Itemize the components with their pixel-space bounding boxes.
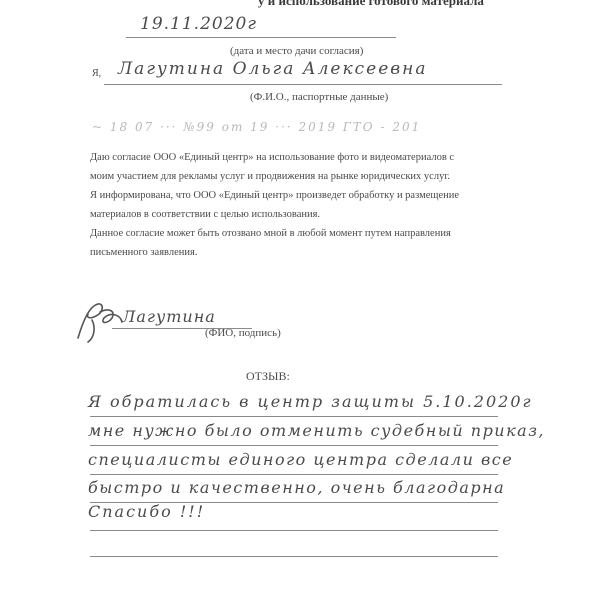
date-underline [126,37,396,38]
consent-line: Данное согласие может быть отозвано мной в любой момент путем направления [90,228,451,239]
review-line: специалисты единого центра сделали все [88,450,514,469]
date-caption: (дата и место дачи согласия) [230,45,364,57]
review-underline [90,416,498,417]
review-line: быстро и качественно, очень благодарна [88,478,506,497]
review-underline [90,530,498,531]
date-handwritten: 19.11.2020г [140,14,257,34]
consent-paragraph [90,148,510,262]
name-prefix: Я, [92,68,102,79]
name-underline [104,84,502,85]
name-handwritten: Лагутина Ольга Алексеевна [118,59,428,79]
signature-caption: (ФИО, подпись) [205,327,281,339]
signature-mark [70,298,130,348]
name-caption: (Ф.И.О., паспортные данные) [250,91,389,103]
consent-line: Даю согласие ООО «Единый центр» на использование фото и видеоматериалов с [90,152,455,163]
consent-line: материалов в соответствии с целью использования. [90,209,321,220]
review-underline [90,556,498,557]
consent-line: письменного заявления. [90,247,198,258]
signature-handwritten: Лагутина [122,307,216,326]
consent-line: Я информирована, что ООО «Единый центр» произведет обработку и размещение [90,190,460,201]
review-underline [90,474,498,475]
review-heading: ОТЗЫВ: [246,369,290,383]
review-line: Я обратилась в центр защиты 5.10.2020г [88,392,533,411]
review-line: Спасибо !!! [88,502,206,521]
consent-line: моим участием для рекламы услуг и продвижения на рынке юридических услуг. [90,171,451,182]
review-underline [90,445,498,446]
passport-handwritten: ~ 18 07 ··· №99 от 19 ··· 2019 ГТО - 201 [92,120,422,134]
review-line: мне нужно было отменить судебный приказ, [88,421,546,440]
document-title: у и использование готового материала [258,0,484,8]
